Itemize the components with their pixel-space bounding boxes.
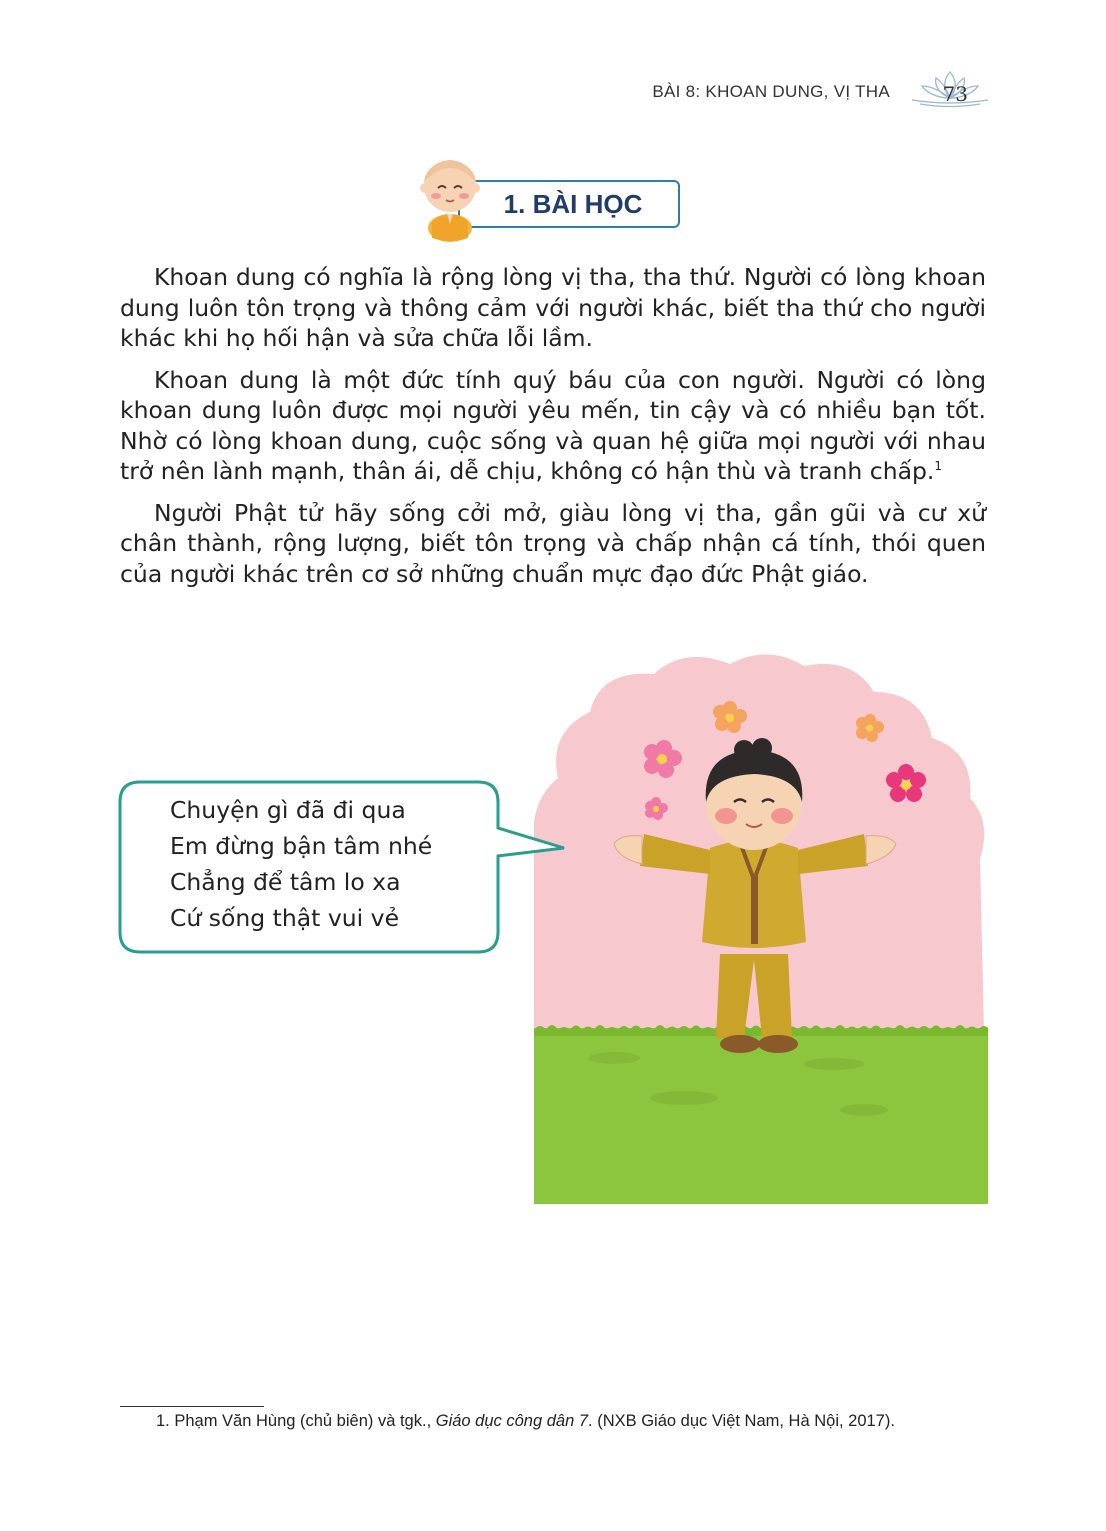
page-number: 73 [942,82,968,106]
section-title-text: 1. BÀI HỌC [503,188,643,219]
footnote-book-title: Giáo dục công dân 7 [435,1412,589,1430]
paragraph-3: Người Phật tử hãy sống cởi mở, giàu lòng vị tha, gần gũi và cư xử chân thành, rộng lượng, biết tôn trọng và chấp nhận cá tính, thói quen của người khác trên cơ sở những chuẩn mực đạo đức Phật giáo. [120,498,986,588]
section-title [458,180,680,228]
speech-bubble-text [170,792,490,936]
page-header [640,76,1060,116]
footnote-divider [120,1406,264,1407]
paragraph-2: Khoan dung là một đức tính quý báu của con người. Người có lòng khoan dung luôn được mọi người yêu mến, tin cậy và có nhiều bạn tốt. Nhờ có lòng khoan dung, cuộc sống và quan hệ giữa mọi người với nhau trở nên lành mạnh, thân ái, dễ chịu, không có hận thù và tranh chấp.$^1$ [120,365,986,485]
footnote-reference[interactable]: 1 [934,459,943,474]
little-monk-icon [414,152,486,246]
paragraph-1: Khoan dung có nghĩa là rộng lòng vị tha, tha thứ. Người có lòng khoan dung luôn tôn trọng và thông cảm với người khác, biết tha thứ cho người khác khi họ hối hận và sửa chữa lỗi lầm. [120,263,986,352]
footnote: 1. Phạm Văn Hùng (chủ biên) và tgk., Giáo dục công dân 7. (NXB Giáo dục Việt Nam, Hà Nội, 2017). [156,1412,895,1430]
lesson-body [120,262,986,600]
poem-line: Cứ sống thật vui vẻ [170,904,400,932]
lesson-title: BÀI 8: KHOAN DUNG, VỊ THA [652,82,890,101]
child-monk-illustration [534,652,988,1204]
poem-line: Chuyện gì đã đi qua [170,796,406,824]
poem-line: Chẳng để tâm lo xa [170,868,401,896]
poem-line: Em đừng bận tâm nhé [170,832,433,860]
